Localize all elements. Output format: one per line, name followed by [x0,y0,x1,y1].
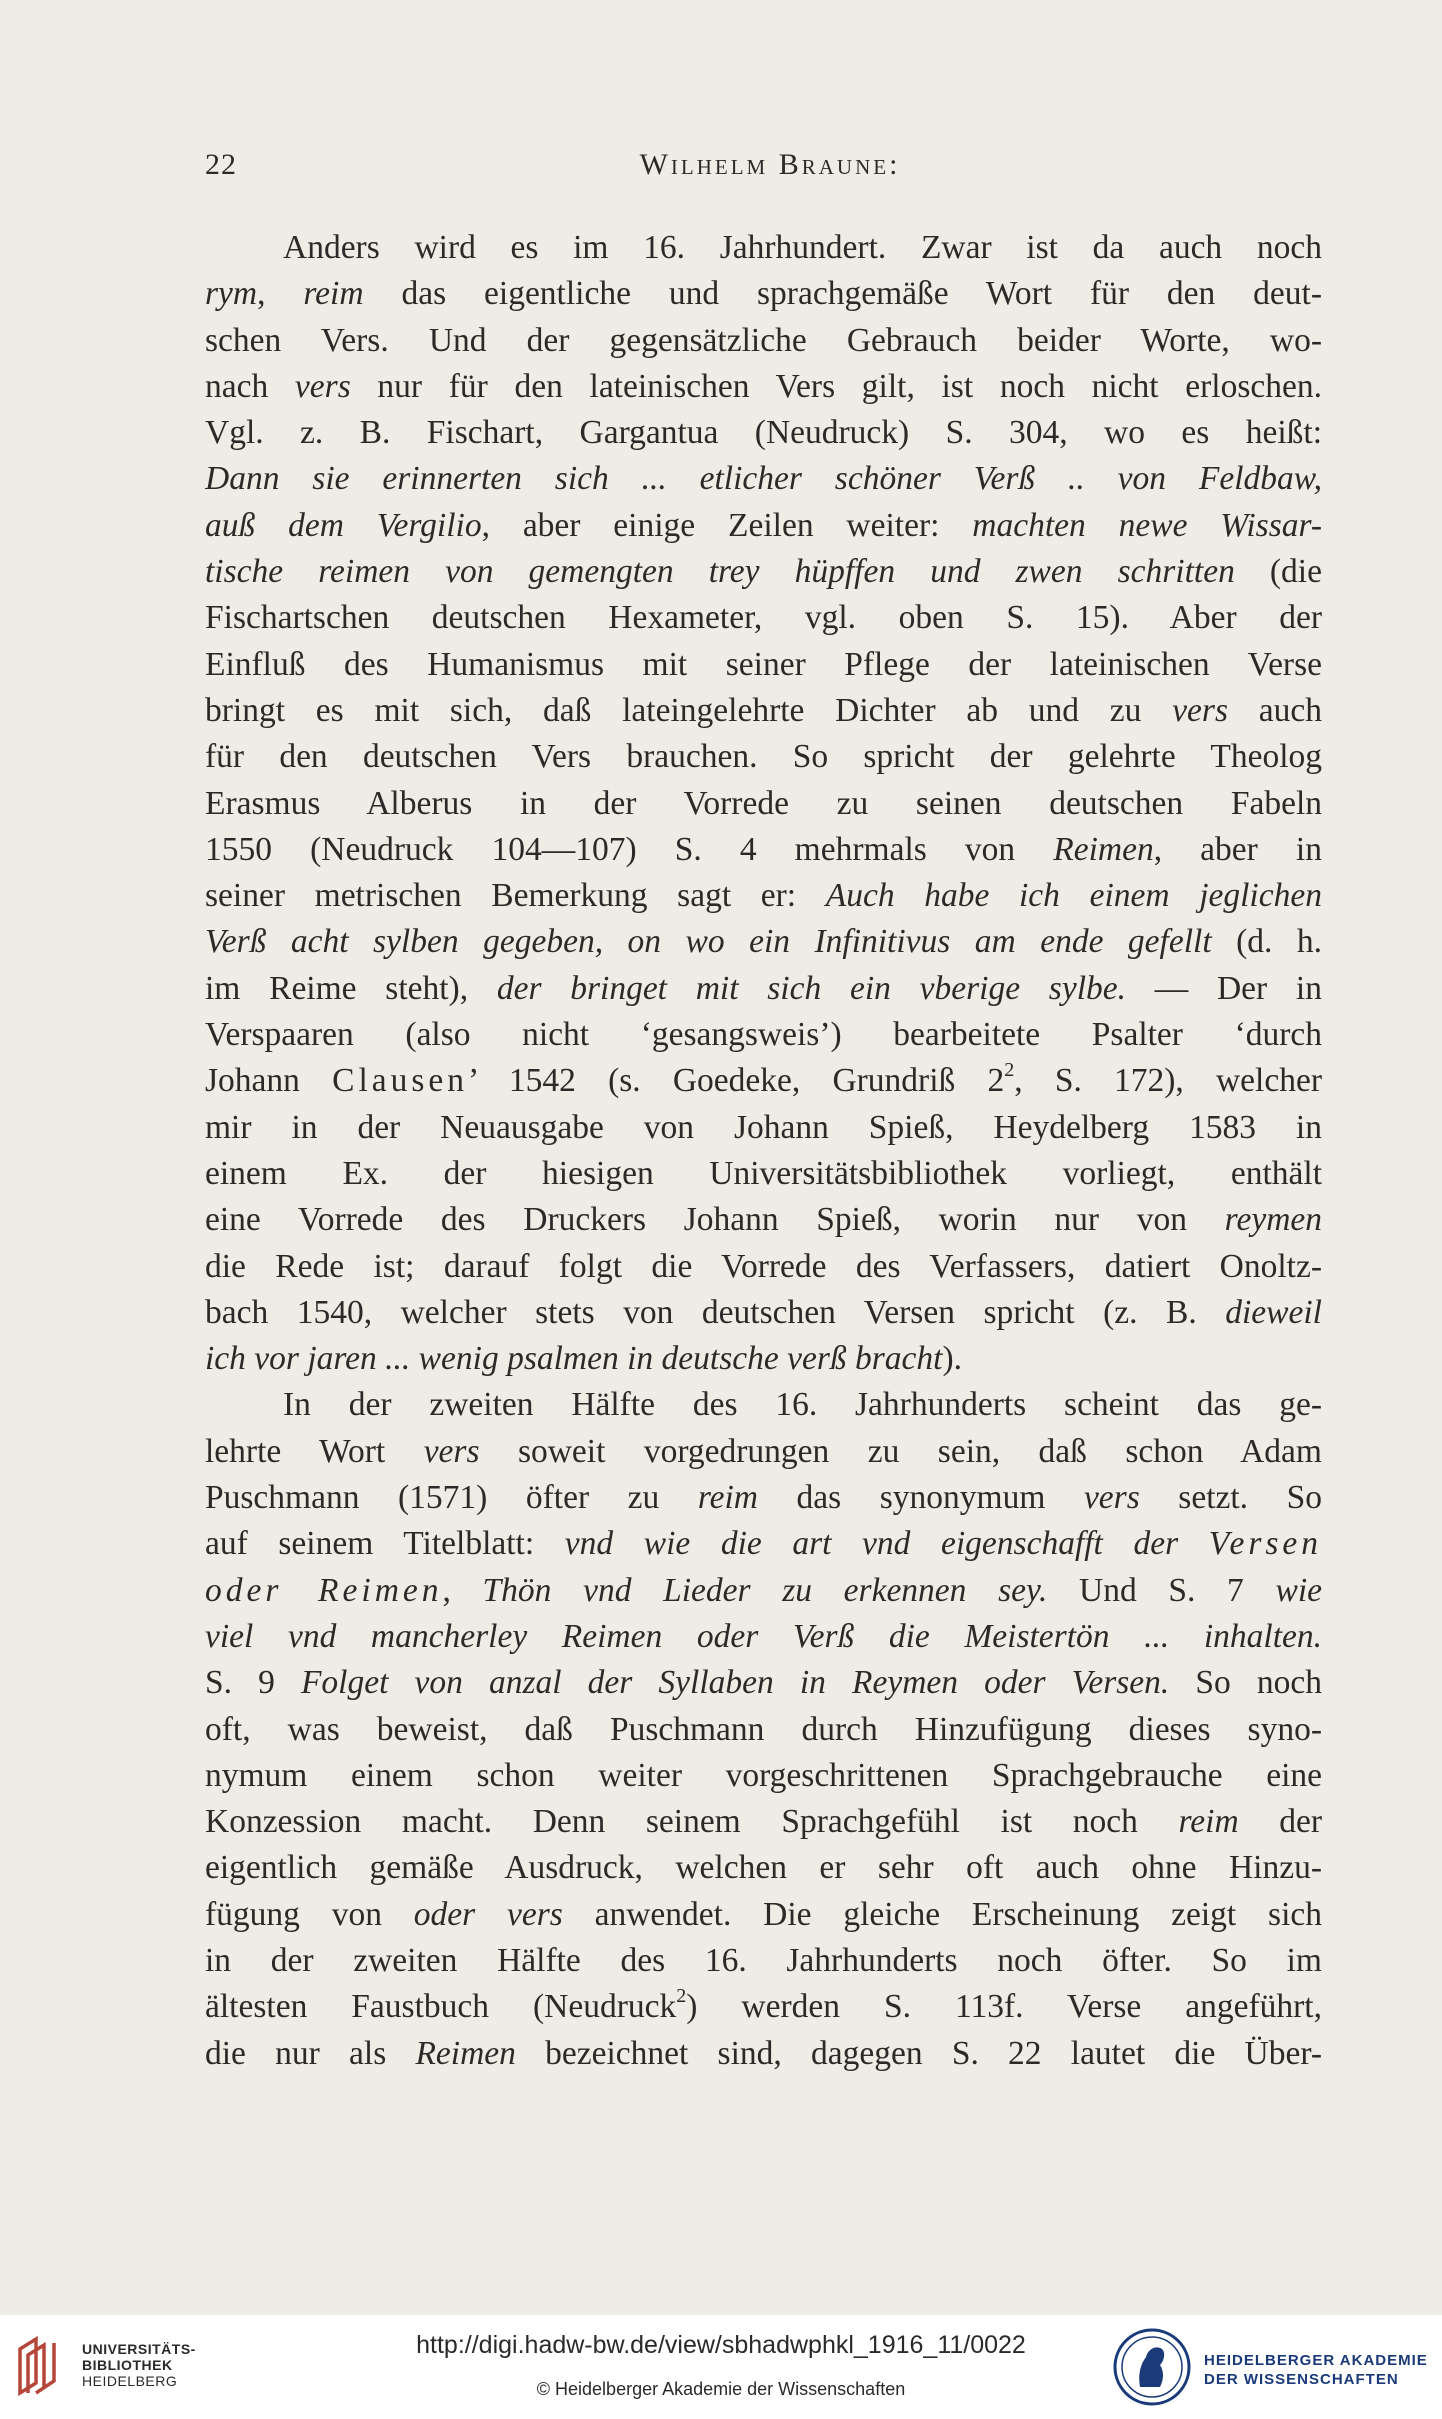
text-run: im Reime steht), [205,969,497,1007]
text-run: , aber in [1153,830,1322,868]
text-run: (d. h. [1211,923,1322,961]
text-run: Reimen [415,2034,516,2072]
text-line [205,1845,1322,1891]
text-run: Thön vnd Lieder zu erkennen sey. [482,1571,1048,1609]
text-run: ) werden S. 113f. Verse angeführt, [686,1988,1322,2026]
text-run: das eigentliche und sprachgemäße Wort für den deut- [363,275,1322,313]
text-run: in der zweiten Hälfte des 16. Jahrhunderts noch öfter. So im [205,1941,1322,1979]
text-line [205,410,1322,456]
text-run: Folget von anzal der Syllaben in Reymen oder Versen. [300,1664,1170,1702]
text-run: reim [1178,1803,1239,1841]
text-line [205,1938,1322,1984]
text-run: , [442,1571,483,1609]
text-run: reymen [1224,1201,1322,1239]
text-line [205,1753,1322,1799]
text-line [205,1290,1322,1336]
page-number: 22 [205,148,237,181]
text-run: , S. 172), welcher [1014,1062,1322,1100]
text-run: reim [697,1479,758,1517]
text-run: seiner metrischen Bemerkung sagt er: [205,877,826,915]
running-title: Wilhelm Braune: [639,148,901,181]
text-run: S. 9 [205,1664,301,1702]
text-run: nach [205,367,295,405]
body-text [205,225,1322,2077]
university-library-label: UNIVERSITÄTS- BIBLIOTHEK HEIDELBERG [82,2341,196,2389]
text-line [205,364,1322,410]
text-run: nymum einem schon weiter vorgeschrittenen Sprachgebrauche eine [205,1756,1322,1794]
text-run: schen Vers. Und der gegensätzliche Gebrauch beider Worte, wo- [205,321,1322,359]
text-run: Puschmann (1571) öfter zu [205,1479,698,1517]
text-line [205,503,1322,549]
text-run: eine Vorrede des Druckers Johann Spieß, worin nur von [205,1201,1225,1239]
text-run: , aber einige Zeilen weiter: [481,506,973,544]
text-run: — Der in [1126,969,1322,1007]
footer-bar [0,2315,1442,2419]
text-line [205,1707,1322,1753]
text-line [205,1568,1322,1614]
text-line [205,1521,1322,1567]
text-line [205,1429,1322,1475]
text-run: nur für den lateinischen Vers gilt, ist noch nicht erloschen. [350,367,1322,405]
text-line [205,1892,1322,1938]
text-run: soweit vorgedrungen zu sein, daß schon Adam [479,1432,1322,1470]
text-line [205,642,1322,688]
text-line [205,1382,1322,1428]
text-line [205,456,1322,502]
text-run: Einfluß des Humanismus mit seiner Pflege der lateinischen Verse [205,645,1322,683]
text-line [205,1475,1322,1521]
text-run: Konzession macht. Denn seinem Sprachgefühl ist noch [205,1803,1179,1841]
running-head [205,148,1335,188]
text-line [205,271,1322,317]
text-run: , [257,275,304,313]
text-run: Vgl. z. B. Fischart, Gargantua (Neudruck) S. 304, wo es heißt: [205,414,1322,452]
text-line [205,225,1322,271]
text-line [205,688,1322,734]
text-run: für den deutschen Vers brauchen. So spricht der gelehrte Theolog [205,738,1322,776]
text-run: auch [1228,691,1322,729]
text-run: reim [303,275,364,313]
text-run: So noch [1169,1664,1322,1702]
text-run: die Rede ist; darauf folgt die Vorrede des Verfassers, datiert Onoltz- [205,1247,1322,1285]
text-run: Auch habe ich einem jeglichen [825,877,1322,915]
text-run: mir in der Neuausgabe von Johann Spieß, Heydelberg 1583 in [205,1108,1322,1146]
academy-seal-icon [1112,2327,1192,2407]
permalink-url[interactable]: http://digi.hadw-bw.de/view/sbhadwphkl_1916_11/0022 [416,2331,1026,2359]
text-run: Johann [205,1062,333,1100]
text-run: oder Reimen [205,1571,443,1609]
text-run: Erasmus Alberus in der Vorrede zu seinen deutschen Fabeln [205,784,1322,822]
text-line [205,1151,1322,1197]
text-line [205,1244,1322,1290]
text-run: vers [1172,691,1228,729]
text-line [205,1336,1322,1382]
text-run: Verß acht sylben gegeben, on wo ein Infinitivus am ende gefellt [205,923,1212,961]
text-run: der [1238,1803,1322,1841]
text-line [205,1058,1322,1104]
text-line [205,318,1322,364]
text-run: setzt. So [1139,1479,1322,1517]
text-run: Reimen [1053,830,1154,868]
text-run: der bringet mit sich ein vberige sylbe. [496,969,1127,1007]
text-run: bringt es mit sich, daß lateingelehrte Dichter ab und zu [205,691,1173,729]
text-line [205,1799,1322,1845]
text-run: bach 1540, welcher stets von deutschen Versen spricht (z. B. [205,1293,1226,1331]
text-line [205,1614,1322,1660]
text-run: machten newe Wissar- [972,506,1322,544]
text-run: lehrte Wort [205,1432,424,1470]
text-run: ). [942,1340,963,1378]
text-line [205,1984,1322,2030]
text-run: eigentlich gemäße Ausdruck, welchen er sehr oft auch ohne Hinzu- [205,1849,1322,1887]
text-line [205,827,1322,873]
text-run: oft, was beweist, daß Puschmann durch Hinzufügung dieses syno- [205,1710,1322,1748]
text-run: oder vers [413,1895,563,1933]
text-run: ich vor jaren ... wenig psalmen in deutsche verß bracht [205,1340,943,1378]
text-run: auf seinem Titelblatt: [205,1525,565,1563]
text-run: Versen [1208,1525,1322,1563]
text-run: ältesten Faustbuch (Neudruck [205,1988,677,2026]
text-line [205,1197,1322,1243]
text-line [205,873,1322,919]
text-run: tische reimen von gemengten trey hüpffen und zwen schritten [205,553,1235,591]
text-run: (die [1234,553,1322,591]
text-run: viel vnd mancherley Reimen oder Verß die Meistertön ... inhalten. [205,1617,1322,1655]
text-run: anwendet. Die gleiche Erscheinung zeigt sich [562,1895,1322,1933]
text-line [205,919,1322,965]
copyright-notice: © Heidelberger Akademie der Wissenschaften [536,2379,906,2399]
text-run: 2 [676,1985,687,2008]
text-run: 2 [1004,1059,1015,1082]
text-run: auß dem Vergilio [205,506,482,544]
text-run: einem Ex. der hiesigen Universitätsbibliothek vorliegt, enthält [205,1154,1322,1192]
text-run: fügung von [205,1895,414,1933]
text-line [205,966,1322,1012]
text-run: vers [423,1432,480,1470]
text-run: bezeichnet sind, dagegen S. 22 lautet die Über- [515,2034,1322,2072]
text-run: Verspaaren (also nicht ‘gesangsweis’) bearbeitete Psalter ‘durch [205,1016,1322,1054]
text-run: In der zweiten Hälfte des 16. Jahrhunderts scheint das ge- [283,1386,1322,1424]
text-run: wie [1275,1571,1322,1609]
text-run: dieweil [1225,1293,1322,1331]
text-run: Und S. 7 [1047,1571,1276,1609]
text-line [205,595,1322,641]
text-run: vnd wie die art vnd eigenschafft der [564,1525,1209,1563]
text-line [205,1660,1322,1706]
text-run: rym [205,275,258,313]
text-run: Fischartschen deutschen Hexameter, vgl. oben S. 15). Aber der [205,599,1322,637]
text-run: Anders wird es im 16. Jahrhundert. Zwar ist da auch noch [283,229,1322,266]
text-run: ’ 1542 (s. Goedeke, Grundriß 2 [468,1062,1005,1100]
text-line [205,781,1322,827]
text-line [205,1105,1322,1151]
text-line [205,734,1322,780]
academy-label: HEIDELBERGER AKADEMIE DER WISSENSCHAFTEN [1204,2352,1428,2388]
text-run: 1550 (Neudruck 104—107) S. 4 mehrmals von [205,830,1054,868]
text-run: Dann sie erinnerten sich ... etlicher schöner Verß .. von Feldbaw, [205,460,1322,498]
text-run: das synonymum [757,1479,1084,1517]
text-run: vers [1083,1479,1140,1517]
text-line [205,1012,1322,1058]
text-run: vers [294,367,351,405]
text-line [205,549,1322,595]
text-run: die nur als [205,2034,416,2072]
text-line [205,2031,1322,2077]
text-run: Clausen [332,1062,469,1100]
